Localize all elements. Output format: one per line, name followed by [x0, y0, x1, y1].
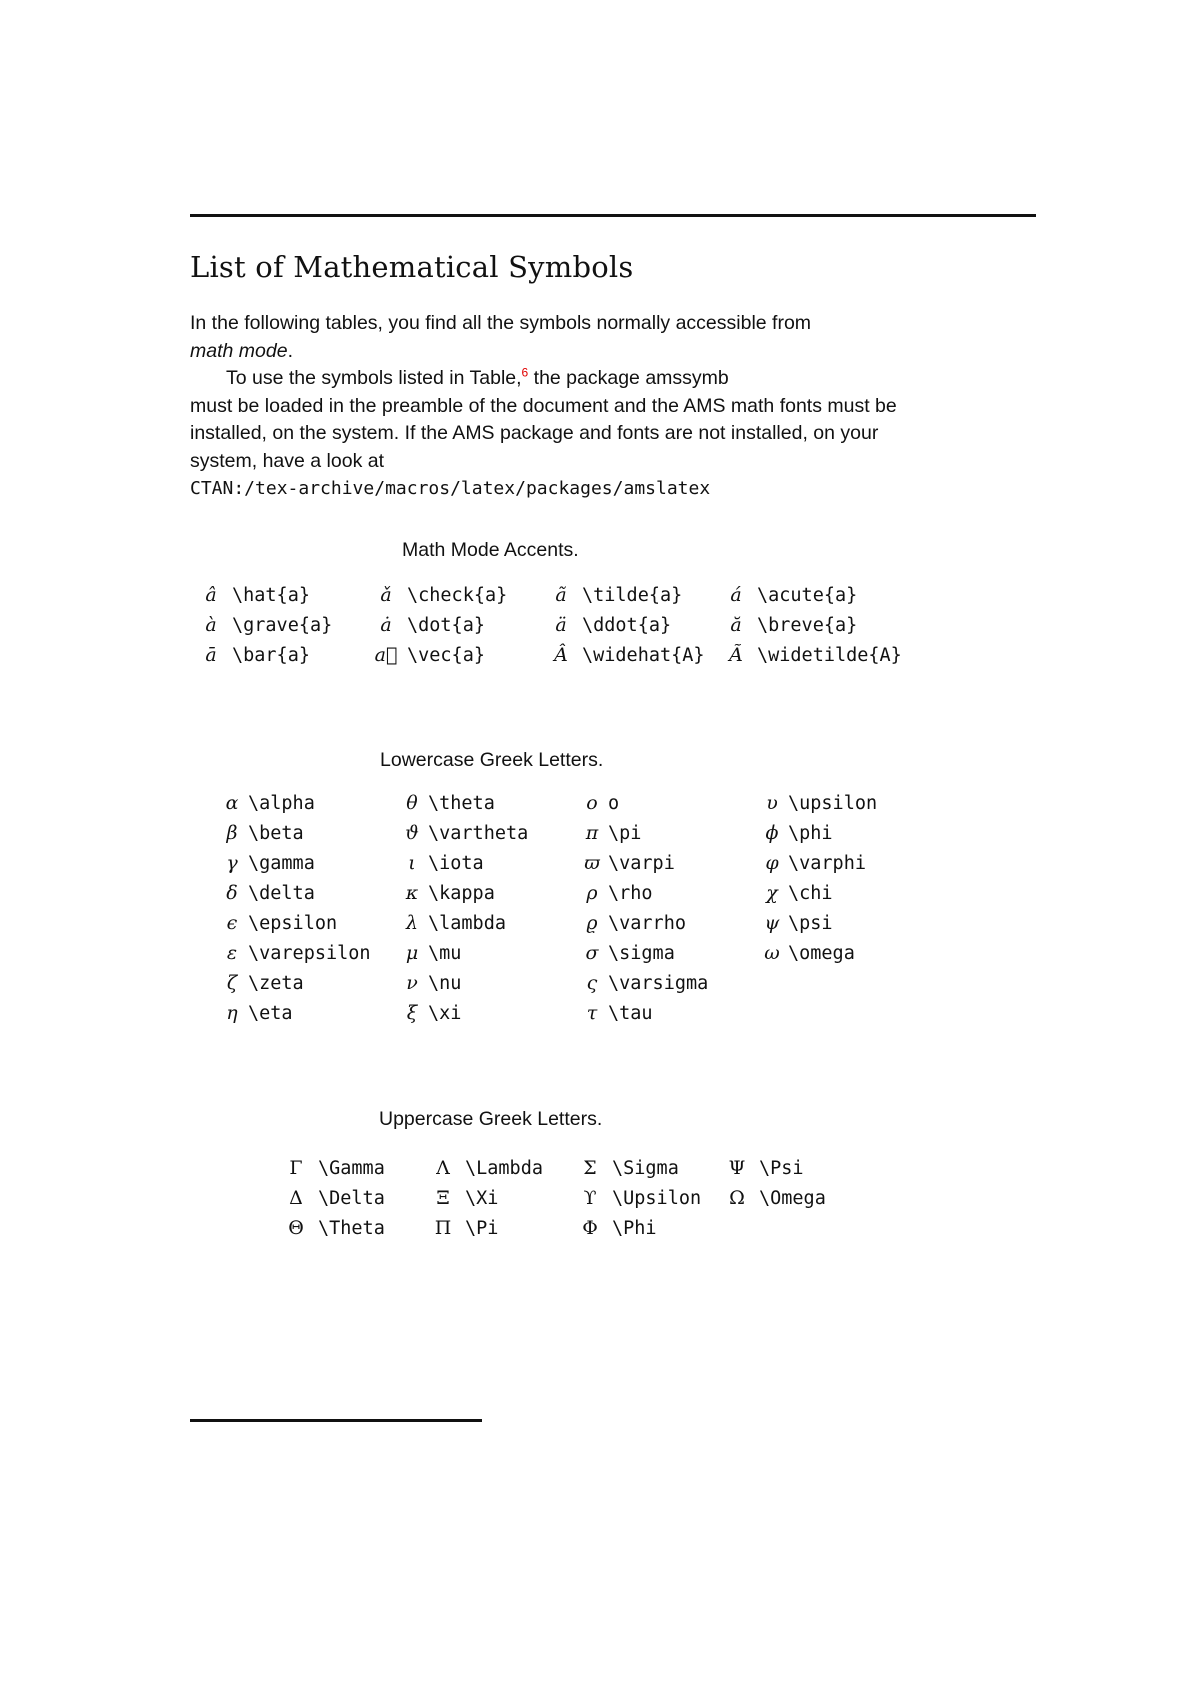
symbol-command: \pi [608, 822, 642, 844]
symbol-command: \widehat{A} [582, 644, 705, 666]
symbol-glyph: ϒ [583, 1187, 597, 1209]
symbol-glyph: γ [226, 852, 238, 874]
symbol-glyph: ϑ [405, 822, 419, 844]
symbol-command: \beta [248, 822, 304, 844]
intro-text-2b: the package amssymb [528, 367, 729, 389]
symbol-glyph: Ω [729, 1187, 745, 1209]
symbol-command: \varsigma [608, 972, 709, 994]
symbol-command: \acute{a} [757, 584, 858, 606]
symbol-glyph: η [226, 1002, 238, 1024]
symbol-command [788, 968, 936, 998]
intro-text [190, 310, 950, 503]
symbol-command: o [608, 792, 620, 814]
symbol-command: \iota [428, 852, 484, 874]
symbol-command: \Omega [759, 1187, 826, 1209]
accents-caption: Math Mode Accents. [402, 539, 579, 561]
intro-text-2a: To use the symbols listed in Table, [226, 367, 522, 389]
symbol-row [190, 610, 902, 640]
symbol-row [190, 580, 902, 610]
symbol-command: \eta [248, 1002, 293, 1024]
symbol-command: \nu [428, 972, 462, 994]
symbol-glyph: ä [555, 614, 567, 636]
symbol-command: \varphi [788, 852, 866, 874]
symbol-row [190, 640, 902, 670]
symbol-command: \sigma [608, 942, 675, 964]
symbol-glyph: Λ [436, 1157, 450, 1179]
symbol-row [274, 1153, 862, 1183]
symbol-command: \alpha [248, 792, 315, 814]
intro-paragraph-1 [190, 310, 950, 365]
symbol-command: \zeta [248, 972, 304, 994]
symbol-command: \Xi [465, 1187, 499, 1209]
symbol-glyph: ϕ [765, 822, 779, 844]
symbol-command: \upsilon [788, 792, 878, 814]
symbol-command: \xi [428, 1002, 462, 1024]
symbol-command: \Gamma [318, 1157, 385, 1179]
symbol-command: \lambda [428, 912, 506, 934]
top-rule [190, 214, 1036, 217]
symbol-command: \Theta [318, 1217, 385, 1239]
symbol-glyph: α [225, 792, 239, 814]
symbol-command: \vartheta [428, 822, 529, 844]
symbol-glyph: ā [205, 644, 217, 666]
symbol-command: \grave{a} [232, 614, 333, 636]
intro-text-2c: must be loaded in the preamble of the document and the AMS math fonts must be installed, on the system. If the AMS package and fonts are not installed, on your system, have a look at [190, 394, 897, 472]
ctan-path: CTAN:/tex-archive/macros/latex/packages/amslatex [190, 478, 711, 499]
symbol-command: \gamma [248, 852, 315, 874]
uppercase-caption: Uppercase Greek Letters. [379, 1108, 603, 1130]
symbol-glyph: ς [586, 972, 598, 994]
symbol-glyph: ψ [764, 912, 780, 934]
symbol-glyph [715, 1213, 759, 1243]
symbol-row [274, 1213, 862, 1243]
symbol-glyph: ξ [406, 1002, 418, 1024]
symbol-command: \tau [608, 1002, 653, 1024]
symbol-glyph: Γ [289, 1157, 303, 1179]
symbol-glyph: Ψ [728, 1157, 746, 1179]
symbol-glyph: θ [406, 792, 418, 814]
symbol-glyph: ȧ [380, 614, 392, 636]
symbol-row [216, 818, 936, 848]
symbol-command: \delta [248, 882, 315, 904]
symbol-glyph: μ [405, 942, 419, 964]
symbol-command: \Phi [612, 1217, 657, 1239]
symbol-glyph [756, 968, 788, 998]
symbol-glyph: φ [765, 852, 779, 874]
symbol-glyph: ν [406, 972, 418, 994]
symbol-command: \rho [608, 882, 653, 904]
symbol-glyph: σ [585, 942, 599, 964]
intro-text-1a: In the following tables, you find all the symbols normally accessible from [190, 312, 812, 334]
intro-emphasis: math mode [190, 339, 288, 362]
symbol-glyph: ω [764, 942, 780, 964]
symbol-glyph: δ [226, 882, 238, 904]
symbol-glyph: χ [766, 882, 778, 904]
symbol-glyph: ă [730, 614, 742, 636]
symbol-command: \Upsilon [612, 1187, 702, 1209]
symbol-command: \varrho [608, 912, 686, 934]
symbol-command: \breve{a} [757, 614, 858, 636]
symbol-glyph: Σ [583, 1157, 597, 1179]
symbol-glyph: τ [586, 1002, 598, 1024]
lowercase-caption: Lowercase Greek Letters. [380, 749, 604, 771]
symbol-glyph: Δ [289, 1187, 303, 1209]
symbol-command: \chi [788, 882, 833, 904]
symbol-glyph: ϱ [586, 912, 598, 934]
symbol-command: \vec{a} [407, 644, 485, 666]
symbol-glyph [756, 998, 788, 1028]
symbol-glyph: ρ [586, 882, 598, 904]
symbol-glyph: Ã [729, 644, 743, 666]
symbol-glyph: β [226, 822, 238, 844]
symbol-glyph: Â [554, 644, 568, 666]
symbol-command: \dot{a} [407, 614, 485, 636]
symbol-row [216, 878, 936, 908]
symbol-row [216, 908, 936, 938]
symbol-row [216, 848, 936, 878]
symbol-command: \Delta [318, 1187, 385, 1209]
symbol-command: \kappa [428, 882, 495, 904]
symbol-glyph: ι [408, 852, 416, 874]
lowercase-greek-table [216, 788, 936, 1028]
symbol-glyph: ζ [226, 972, 238, 994]
symbol-command: \hat{a} [232, 584, 310, 606]
symbol-row [216, 938, 936, 968]
symbol-command: \varpi [608, 852, 675, 874]
symbol-glyph: à [205, 614, 217, 636]
symbol-command: \Psi [759, 1157, 804, 1179]
symbol-command: \Sigma [612, 1157, 679, 1179]
accents-table [190, 580, 902, 670]
footnote-rule [190, 1419, 482, 1422]
symbol-command [759, 1213, 862, 1243]
symbol-command: \Pi [465, 1217, 499, 1239]
symbol-row [274, 1183, 862, 1213]
symbol-command: \omega [788, 942, 855, 964]
symbol-glyph: π [585, 822, 599, 844]
symbol-command: \theta [428, 792, 495, 814]
symbol-command: \mu [428, 942, 462, 964]
symbol-command: \widetilde{A} [757, 644, 902, 666]
symbol-command: \epsilon [248, 912, 338, 934]
symbol-command [788, 998, 936, 1028]
symbol-command: \Lambda [465, 1157, 543, 1179]
symbol-row [216, 998, 936, 1028]
symbol-command: \ddot{a} [582, 614, 672, 636]
symbol-glyph: ã [555, 584, 567, 606]
symbol-command: \check{a} [407, 584, 508, 606]
symbol-glyph: υ [766, 792, 778, 814]
intro-text-1b: . [287, 339, 293, 362]
symbol-glyph: á [730, 584, 742, 606]
symbol-command: \psi [788, 912, 833, 934]
intro-paragraph-2 [190, 365, 950, 503]
symbol-glyph: ϖ [584, 852, 600, 874]
symbol-glyph: Φ [582, 1217, 598, 1239]
uppercase-greek-table [274, 1153, 862, 1243]
symbol-glyph: κ [405, 882, 419, 904]
symbol-glyph: a⃗ [374, 644, 398, 666]
symbol-glyph: Θ [288, 1217, 304, 1239]
symbol-glyph: o [586, 792, 598, 814]
symbol-glyph: ǎ [380, 584, 392, 606]
symbol-glyph: â [205, 584, 217, 606]
symbol-command: \varepsilon [248, 942, 371, 964]
symbol-row [216, 968, 936, 998]
symbol-glyph: Π [434, 1217, 452, 1239]
symbol-command: \bar{a} [232, 644, 310, 666]
footnote-reference[interactable]: 6 [521, 365, 529, 380]
symbol-glyph: λ [405, 912, 419, 934]
symbol-glyph: ε [226, 942, 238, 964]
symbol-command: \phi [788, 822, 833, 844]
symbol-glyph: ϵ [226, 912, 238, 934]
page-title: List of Mathematical Symbols [190, 250, 634, 284]
symbol-row [216, 788, 936, 818]
symbol-command: \tilde{a} [582, 584, 683, 606]
symbol-glyph: Ξ [436, 1187, 450, 1209]
